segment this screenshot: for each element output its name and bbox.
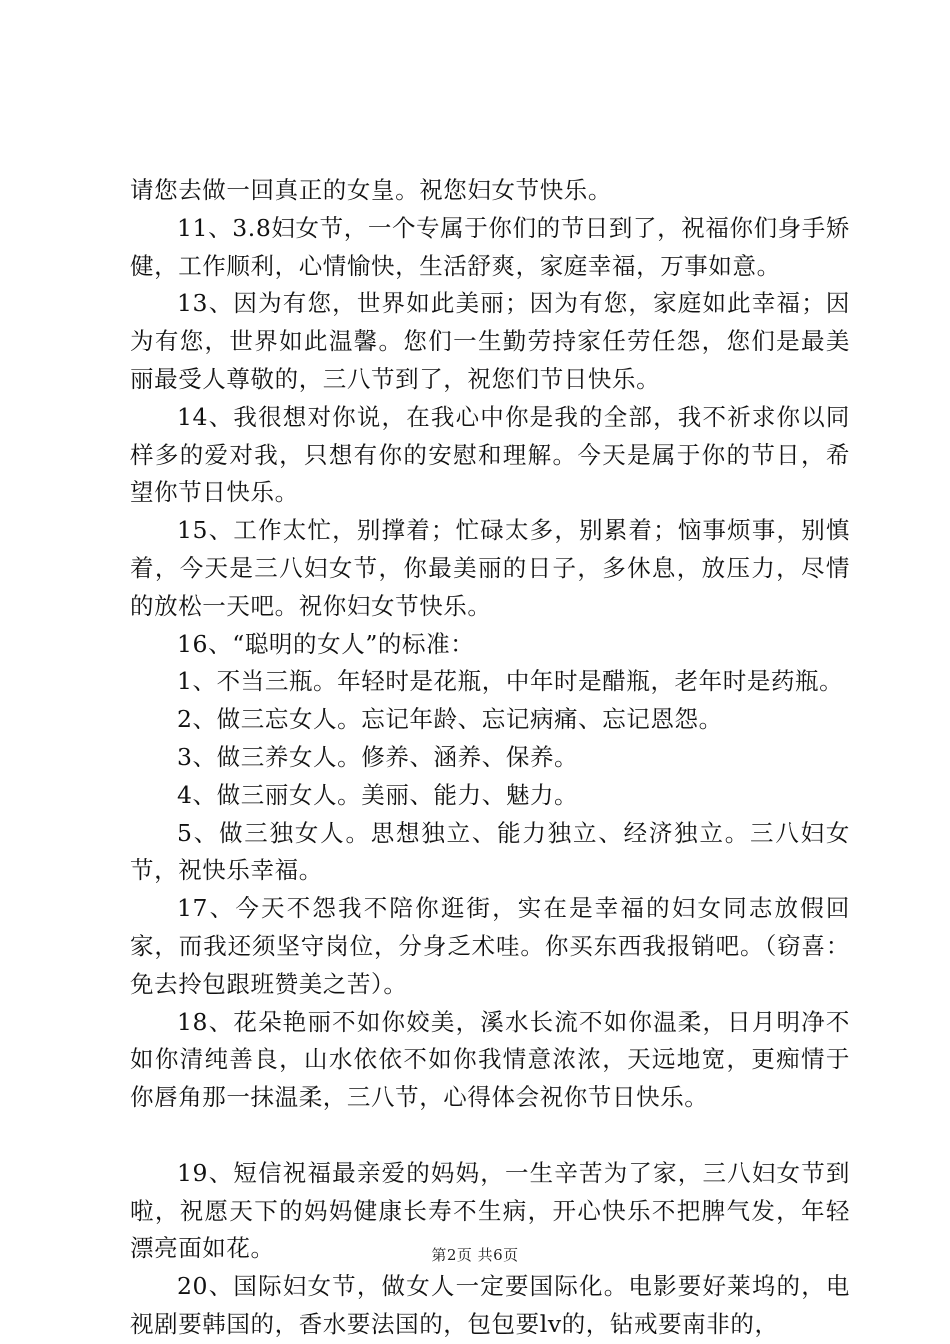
sub-item-2: 2、做三忘女人。忘记年龄、忘记病痛、忘记恩怨。: [177, 705, 723, 734]
sub-item-4: 4、做三丽女人。美丽、能力、魅力。: [177, 780, 579, 809]
paragraph-item-19: 19、短信祝福最亲爱的妈妈，一生辛苦为了家，三八妇女节到啦，祝愿天下的妈妈健康长寿不生病，开心快乐不把脾气发，年轻漂亮面如花。: [130, 1158, 850, 1263]
sub-item-5: 5、做三独女人。思想独立、能力独立、经济独立。三八妇女节，祝快乐幸福。: [130, 818, 850, 885]
paragraph-continuation: 请您去做一回真正的女皇。祝您妇女节快乐。: [130, 176, 612, 204]
document-body: [130, 172, 850, 1344]
paragraph-item-17: 17、今天不怨我不陪你逛街，实在是幸福的妇女同志放假回家，而我还须坚守岗位，分身乏术哇。你买东西我报销吧。（窃喜：免去拎包跟班赞美之苦）。: [130, 894, 850, 998]
sub-item-1: 1、不当三瓶。年轻时是花瓶，中年时是醋瓶，老年时是药瓶。: [177, 667, 844, 696]
paragraph-item-20: 20、国际妇女节，做女人一定要国际化。电影要好莱坞的，电视剧要韩国的，香水要法国的，包包要lv的，钻戒要南非的，: [130, 1272, 850, 1338]
paragraph-item-15: 15、工作太忙，别撑着；忙碌太多，别累着；恼事烦事，别慎着，今天是三八妇女节，你最美丽的日子，多休息，放压力，尽情的放松一天吧。祝你妇女节快乐。: [130, 516, 850, 620]
paragraph-item-18: 18、花朵艳丽不如你姣美，溪水长流不如你温柔，日月明净不如你清纯善良，山水依依不如你我情意浓浓，天远地宽，更痴情于你唇角那一抹温柔，三八节，心得体会祝你节日快乐。: [130, 1007, 850, 1112]
paragraph-item-16: 16、“聪明的女人”的标准：: [177, 629, 475, 658]
page-number-footer: 第2页 共6页: [431, 1246, 519, 1264]
paragraph-item-11: 11、3.8妇女节，一个专属于你们的节日到了，祝福你们身手矫健，工作顺利，心情愉快，生活舒爽，家庭幸福，万事如意。: [130, 213, 850, 280]
paragraph-item-14: 14、我很想对你说，在我心中你是我的全部，我不祈求你以同样多的爱对我，只想有你的安慰和理解。今天是属于你的节日，希望你节日快乐。: [130, 402, 850, 507]
paragraph-item-13: 13、因为有您，世界如此美丽；因为有您，家庭如此幸福；因为有您，世界如此温馨。您们一生勤劳持家任劳任怨，您们是最美丽最受人尊敬的，三八节到了，祝您们节日快乐。: [130, 289, 850, 393]
sub-item-3: 3、做三养女人。修养、涵养、保养。: [177, 742, 579, 771]
